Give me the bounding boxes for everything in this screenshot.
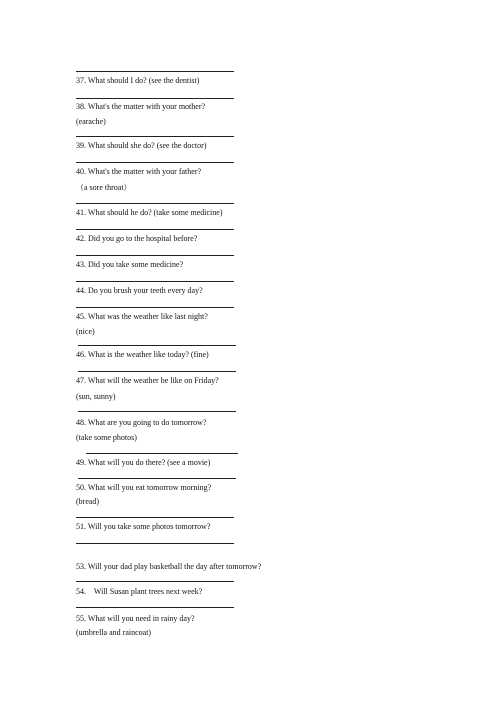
answer-line[interactable]: [76, 136, 234, 137]
question-53: 53. Will your dad play basketball the day after tomorrow?: [76, 562, 262, 571]
question-46: 46. What is the weather like today? (fine): [76, 350, 209, 359]
question-40: 40. What's the matter with your father?: [76, 167, 202, 176]
answer-line[interactable]: [86, 453, 238, 454]
answer-line[interactable]: [78, 371, 236, 372]
hint-38: (earache): [76, 117, 106, 126]
hint-50: (bread): [76, 497, 100, 506]
answer-line[interactable]: [76, 71, 234, 72]
answer-line[interactable]: [76, 517, 234, 518]
question-54: 54. Will Susan plant trees next week?: [76, 587, 203, 596]
question-43: 43. Did you take some medicine?: [76, 260, 184, 269]
question-48: 48. What are you going to do tomorrow?: [76, 418, 207, 427]
question-38: 38. What's the matter with your mother?: [76, 102, 206, 111]
answer-line[interactable]: [76, 307, 234, 308]
answer-line[interactable]: [76, 281, 234, 282]
question-41: 41. What should he do? (take some medicine): [76, 208, 223, 217]
answer-line[interactable]: [76, 581, 234, 582]
hint-45: (nice): [76, 327, 95, 336]
answer-line[interactable]: [76, 162, 234, 163]
question-51: 51. Will you take some photos tomorrow?: [76, 522, 211, 531]
answer-line[interactable]: [76, 229, 234, 230]
question-44: 44. Do you brush your teeth every day?: [76, 286, 203, 295]
answer-line[interactable]: [76, 543, 234, 544]
answer-line[interactable]: [76, 98, 234, 99]
answer-line[interactable]: [78, 478, 236, 479]
answer-line[interactable]: [78, 345, 236, 346]
answer-line[interactable]: [76, 607, 234, 608]
question-45: 45. What was the weather like last night?: [76, 312, 208, 321]
hint-40: （a sore throat）: [76, 183, 132, 192]
question-49: 49. What will you do there? (see a movie): [76, 458, 211, 467]
hint-55: (umbrella and raincoat): [76, 628, 152, 637]
question-47: 47. What will the weather be like on Friday?: [76, 376, 219, 385]
answer-line[interactable]: [78, 411, 236, 412]
answer-line[interactable]: [76, 203, 234, 204]
question-39: 39. What should she do? (see the doctor): [76, 141, 207, 150]
question-37: 37. What should I do? (see the dentist): [76, 76, 200, 85]
question-42: 42. Did you go to the hospital before?: [76, 234, 198, 243]
question-50: 50. What will you eat tomorrow morning?: [76, 483, 212, 492]
hint-47: (sun, sunny): [76, 392, 116, 401]
question-55: 55. What will you need in rainy day?: [76, 614, 195, 623]
answer-line[interactable]: [76, 255, 234, 256]
hint-48: (take some photos): [76, 433, 137, 442]
